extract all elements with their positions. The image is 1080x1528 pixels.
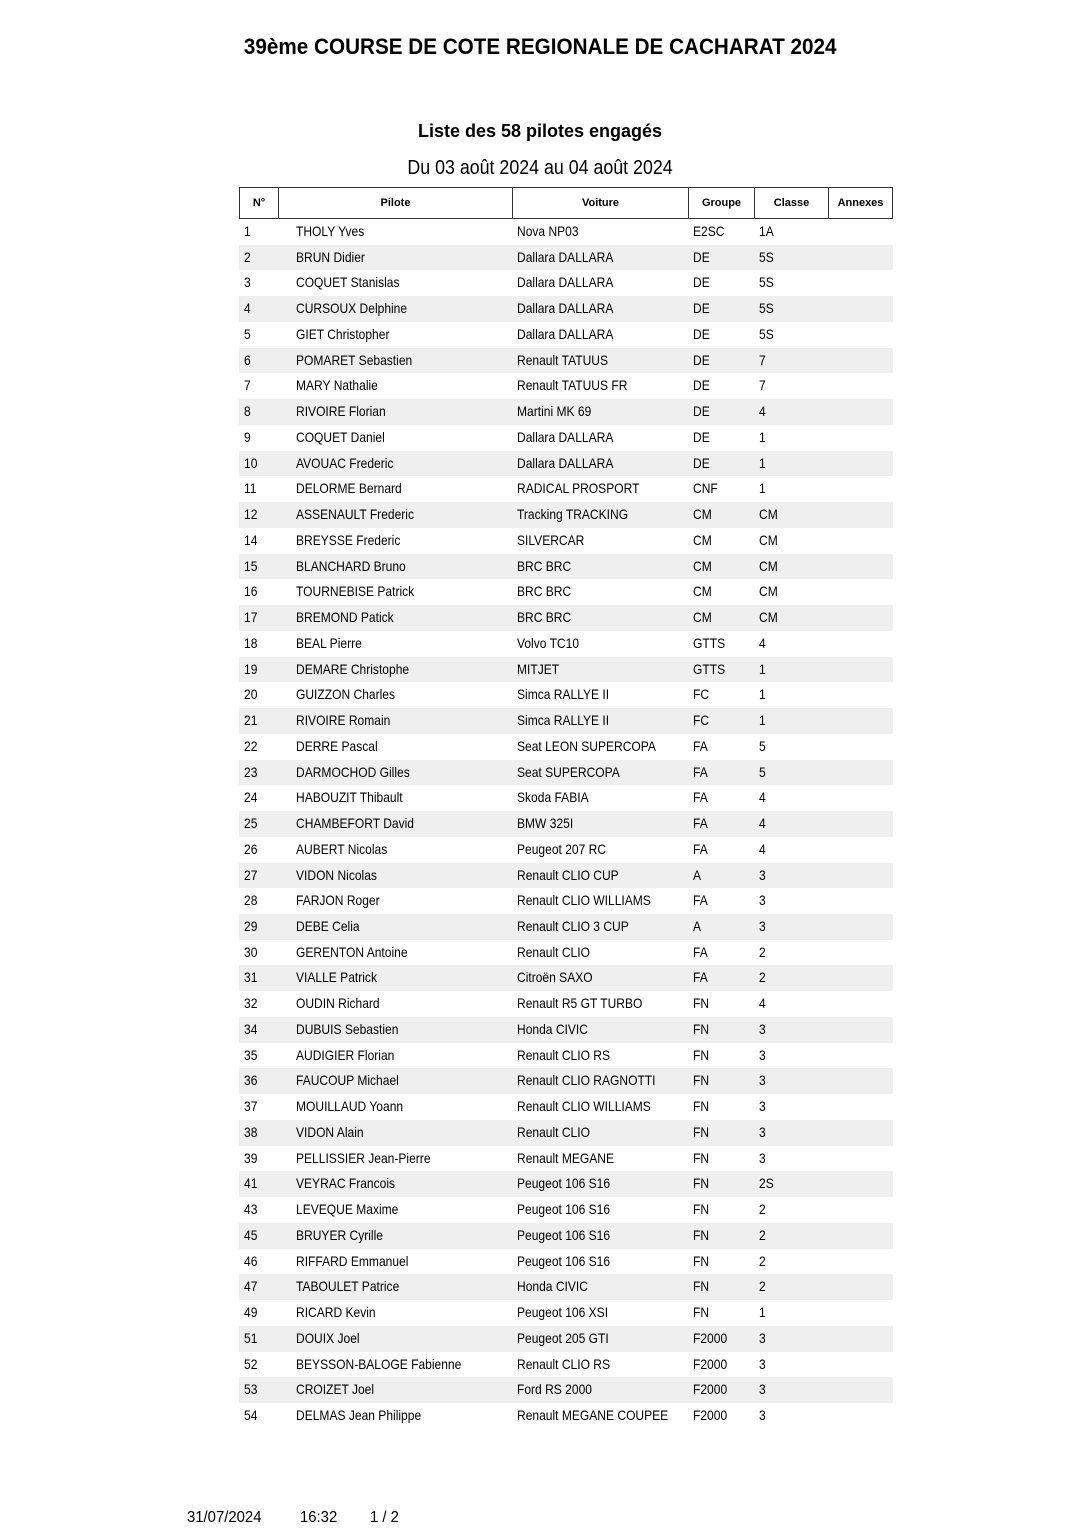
cell-pilote: TABOULET Patrice (296, 1278, 400, 1295)
cell-num: 47 (244, 1278, 258, 1295)
cell-classe: 2 (759, 969, 766, 986)
cell-voiture: BRC BRC (517, 583, 572, 600)
cell-num: 49 (244, 1304, 258, 1321)
cell-pilote: DELORME Bernard (296, 480, 402, 497)
cell-voiture: Simca RALLYE II (517, 712, 610, 729)
cell-voiture: Peugeot 106 XSI (517, 1304, 609, 1321)
table-body (239, 219, 893, 1430)
cell-groupe: FC (693, 712, 710, 729)
cell-num: 1 (244, 223, 251, 239)
cell-pilote: DELMAS Jean Philippe (296, 1407, 422, 1424)
table-row (239, 1094, 893, 1120)
cell-pilote: BREYSSE Frederic (296, 531, 401, 548)
header-cell-num: N° (240, 188, 279, 218)
cell-num: 25 (244, 815, 258, 832)
cell-groupe: FN (693, 1201, 710, 1218)
cell-groupe: FN (693, 1252, 710, 1269)
table-row (239, 1120, 893, 1146)
cell-voiture: Renault CLIO 3 CUP (517, 917, 629, 934)
cell-classe: 2 (759, 1201, 766, 1218)
cell-groupe: FA (693, 815, 708, 832)
cell-voiture: Nova NP03 (517, 223, 579, 239)
table-row (239, 451, 893, 477)
cell-voiture: Seat LEON SUPERCOPA (517, 737, 656, 754)
cell-pilote: DEBE Celia (296, 917, 360, 934)
cell-num: 31 (244, 969, 258, 986)
cell-groupe: DE (693, 351, 710, 368)
cell-classe: 3 (759, 892, 766, 909)
cell-pilote: GUIZZON Charles (296, 686, 396, 703)
cell-classe: CM (759, 506, 778, 523)
cell-classe: 3 (759, 866, 766, 883)
cell-groupe: FN (693, 1175, 710, 1192)
table-row (239, 708, 893, 734)
cell-voiture: Renault TATUUS (517, 351, 609, 368)
cell-num: 7 (244, 377, 251, 394)
cell-pilote: CROIZET Joel (296, 1381, 375, 1398)
cell-num: 54 (244, 1407, 258, 1424)
cell-pilote: MOUILLAUD Yoann (296, 1098, 404, 1115)
cell-num: 21 (244, 712, 258, 729)
cell-classe: 5S (759, 300, 774, 317)
cell-pilote: DEMARE Christophe (296, 660, 410, 677)
list-subtitle (0, 119, 1080, 143)
table-row (239, 1043, 893, 1069)
cell-classe: 3 (759, 1046, 766, 1063)
cell-voiture: Citroën SAXO (517, 969, 593, 986)
table-header (239, 187, 893, 219)
cell-num: 29 (244, 917, 258, 934)
table-row (239, 245, 893, 271)
cell-groupe: FN (693, 1098, 710, 1115)
cell-voiture: Dallara DALLARA (517, 454, 614, 471)
cell-pilote: BLANCHARD Bruno (296, 557, 406, 574)
cell-groupe: FN (693, 1304, 710, 1321)
cell-pilote: PELLISSIER Jean-Pierre (296, 1149, 431, 1166)
cell-num: 19 (244, 660, 258, 677)
cell-groupe: CM (693, 583, 712, 600)
cell-pilote: VEYRAC Francois (296, 1175, 396, 1192)
cell-voiture: Peugeot 205 GTI (517, 1329, 609, 1346)
cell-classe: 4 (759, 789, 766, 806)
cell-pilote: VIDON Alain (296, 1123, 364, 1140)
table-row (239, 657, 893, 683)
cell-num: 32 (244, 995, 258, 1012)
table-row (239, 1300, 893, 1326)
cell-groupe: F2000 (693, 1407, 728, 1424)
cell-classe: 7 (759, 377, 766, 394)
cell-voiture: Renault CLIO RS (517, 1355, 611, 1372)
cell-groupe: FN (693, 1072, 710, 1089)
cell-classe: 4 (759, 995, 766, 1012)
cell-classe: 5S (759, 248, 774, 265)
cell-classe: 3 (759, 1149, 766, 1166)
table-row (239, 760, 893, 786)
cell-classe: 1 (759, 428, 766, 445)
cell-classe: 2 (759, 1252, 766, 1269)
cell-pilote: BRUYER Cyrille (296, 1226, 383, 1243)
cell-num: 2 (244, 248, 251, 265)
cell-num: 46 (244, 1252, 258, 1269)
table-row (239, 219, 893, 245)
cell-voiture: Renault CLIO RAGNOTTI (517, 1072, 656, 1089)
cell-num: 11 (244, 480, 257, 497)
cell-pilote: GERENTON Antoine (296, 943, 408, 960)
table-row (239, 631, 893, 657)
cell-pilote: AUBERT Nicolas (296, 840, 388, 857)
cell-num: 10 (244, 454, 258, 471)
cell-voiture: Renault MEGANE (517, 1149, 615, 1166)
header-cell-voiture: Voiture (513, 188, 689, 218)
cell-num: 8 (244, 403, 251, 420)
cell-classe: 1 (759, 454, 766, 471)
cell-groupe: F2000 (693, 1355, 728, 1372)
cell-classe: 1 (759, 712, 766, 729)
cell-pilote: THOLY Yves (296, 223, 365, 239)
cell-pilote: VIDON Nicolas (296, 866, 377, 883)
cell-voiture: MITJET (517, 660, 560, 677)
cell-classe: 4 (759, 815, 766, 832)
page-number: 1 / 2 (370, 1509, 399, 1526)
cell-classe: 5S (759, 274, 774, 291)
cell-pilote: BEAL Pierre (296, 634, 362, 651)
cell-classe: 1 (759, 686, 766, 703)
cell-groupe: FN (693, 1046, 710, 1063)
cell-voiture: SILVERCAR (517, 531, 585, 548)
table-row (239, 554, 893, 580)
table-row (239, 1249, 893, 1275)
cell-pilote: FAUCOUP Michael (296, 1072, 399, 1089)
cell-num: 17 (244, 609, 258, 626)
table-row (239, 373, 893, 399)
cell-num: 38 (244, 1123, 258, 1140)
cell-classe: 4 (759, 634, 766, 651)
cell-voiture: Dallara DALLARA (517, 274, 614, 291)
cell-num: 34 (244, 1020, 258, 1037)
cell-groupe: A (693, 917, 702, 934)
table-row (239, 734, 893, 760)
cell-groupe: DE (693, 377, 710, 394)
cell-classe: 2S (759, 1175, 774, 1192)
cell-voiture: Ford RS 2000 (517, 1381, 592, 1398)
cell-groupe: DE (693, 403, 710, 420)
cell-groupe: CM (693, 609, 712, 626)
cell-voiture: Volvo TC10 (517, 634, 580, 651)
cell-groupe: CNF (693, 480, 718, 497)
cell-classe: 1A (759, 223, 774, 239)
cell-groupe: FA (693, 737, 708, 754)
cell-voiture: Renault R5 GT TURBO (517, 995, 643, 1012)
table-row (239, 476, 893, 502)
cell-pilote: CURSOUX Delphine (296, 300, 408, 317)
table-row (239, 1274, 893, 1300)
table-row (239, 863, 893, 889)
cell-num: 26 (244, 840, 258, 857)
cell-groupe: FA (693, 943, 708, 960)
cell-num: 6 (244, 351, 251, 368)
table-row (239, 785, 893, 811)
table-row (239, 1017, 893, 1043)
cell-voiture: Dallara DALLARA (517, 428, 614, 445)
cell-groupe: F2000 (693, 1329, 728, 1346)
table-row (239, 1352, 893, 1378)
cell-classe: 5 (759, 737, 766, 754)
cell-pilote: BREMOND Patick (296, 609, 394, 626)
cell-groupe: FN (693, 1123, 710, 1140)
cell-num: 24 (244, 789, 258, 806)
cell-voiture: Peugeot 106 S16 (517, 1201, 611, 1218)
cell-num: 22 (244, 737, 258, 754)
cell-num: 51 (244, 1329, 258, 1346)
header-cell-annexes: Annexes (837, 197, 884, 209)
table-row (239, 940, 893, 966)
table-row (239, 888, 893, 914)
cell-num: 16 (244, 583, 258, 600)
cell-groupe: FN (693, 1278, 710, 1295)
cell-groupe: FN (693, 1226, 710, 1243)
cell-pilote: BRUN Didier (296, 248, 365, 265)
cell-classe: 3 (759, 1355, 766, 1372)
event-dates-text: Du 03 août 2024 au 04 août 2024 (407, 157, 673, 179)
cell-pilote: RIVOIRE Florian (296, 403, 386, 420)
cell-num: 53 (244, 1381, 258, 1398)
table-row (239, 502, 893, 528)
cell-voiture: Martini MK 69 (517, 403, 592, 420)
table-row (239, 322, 893, 348)
cell-groupe: DE (693, 274, 710, 291)
cell-classe: CM (759, 583, 778, 600)
cell-groupe: GTTS (693, 660, 726, 677)
cell-classe: 5S (759, 325, 774, 342)
cell-voiture: Renault MEGANE COUPEE (517, 1407, 669, 1424)
cell-pilote: DOUIX Joel (296, 1329, 360, 1346)
cell-classe: CM (759, 531, 778, 548)
cell-num: 9 (244, 428, 251, 445)
cell-pilote: VIALLE Patrick (296, 969, 377, 986)
cell-voiture: Peugeot 106 S16 (517, 1252, 611, 1269)
document-title (0, 33, 1080, 61)
list-subtitle-text: Liste des 58 pilotes engagés (417, 121, 663, 141)
table-row (239, 579, 893, 605)
cell-groupe: DE (693, 248, 710, 265)
table-row (239, 1068, 893, 1094)
cell-num: 20 (244, 686, 258, 703)
cell-voiture: Peugeot 106 S16 (517, 1175, 611, 1192)
table-row (239, 965, 893, 991)
cell-pilote: BEYSSON-BALOGE Fabienne (296, 1355, 462, 1372)
cell-num: 5 (244, 325, 251, 342)
cell-num: 23 (244, 763, 258, 780)
cell-num: 4 (244, 300, 251, 317)
cell-groupe: FA (693, 969, 708, 986)
cell-voiture: Honda CIVIC (517, 1020, 588, 1037)
cell-pilote: DUBUIS Sebastien (296, 1020, 399, 1037)
cell-num: 45 (244, 1226, 258, 1243)
table-row (239, 1223, 893, 1249)
cell-num: 27 (244, 866, 258, 883)
cell-pilote: HABOUZIT Thibault (296, 789, 403, 806)
event-dates (0, 155, 1080, 181)
cell-voiture: Renault CLIO (517, 1123, 590, 1140)
cell-voiture: BRC BRC (517, 609, 572, 626)
cell-groupe: FA (693, 763, 708, 780)
cell-voiture: Tracking TRACKING (517, 506, 629, 523)
cell-groupe: A (693, 866, 702, 883)
table-row (239, 991, 893, 1017)
cell-voiture: Peugeot 207 RC (517, 840, 607, 857)
cell-classe: 3 (759, 1020, 766, 1037)
table-row (239, 682, 893, 708)
table-row (239, 528, 893, 554)
cell-pilote: COQUET Daniel (296, 428, 385, 445)
footer-date: 31/07/2024 (187, 1509, 262, 1526)
cell-classe: 3 (759, 1123, 766, 1140)
cell-voiture: Peugeot 106 S16 (517, 1226, 611, 1243)
cell-voiture: RADICAL PROSPORT (517, 480, 640, 497)
cell-groupe: CM (693, 506, 712, 523)
cell-groupe: FN (693, 1020, 710, 1037)
cell-num: 43 (244, 1201, 258, 1218)
cell-voiture: Renault CLIO WILLIAMS (517, 1098, 651, 1115)
cell-pilote: COQUET Stanislas (296, 274, 400, 291)
cell-voiture: Dallara DALLARA (517, 248, 614, 265)
table-row (239, 605, 893, 631)
cell-groupe: FN (693, 995, 710, 1012)
cell-pilote: AVOUAC Frederic (296, 454, 394, 471)
cell-classe: 2 (759, 1278, 766, 1295)
cell-groupe: FC (693, 686, 710, 703)
cell-voiture: Seat SUPERCOPA (517, 763, 620, 780)
table-row (239, 348, 893, 374)
cell-voiture: Skoda FABIA (517, 789, 589, 806)
table-row (239, 1403, 893, 1429)
cell-voiture: Simca RALLYE II (517, 686, 610, 703)
cell-classe: 4 (759, 840, 766, 857)
table-row (239, 1377, 893, 1403)
cell-voiture: Dallara DALLARA (517, 300, 614, 317)
cell-voiture: Renault CLIO RS (517, 1046, 611, 1063)
cell-groupe: FA (693, 892, 708, 909)
cell-groupe: DE (693, 325, 710, 342)
cell-classe: 3 (759, 1381, 766, 1398)
cell-classe: 7 (759, 351, 766, 368)
cell-voiture: Renault CLIO CUP (517, 866, 619, 883)
cell-num: 15 (244, 557, 258, 574)
cell-groupe: DE (693, 300, 710, 317)
footer-time: 16:32 (300, 1509, 338, 1526)
cell-num: 28 (244, 892, 258, 909)
cell-pilote: MARY Nathalie (296, 377, 378, 394)
table-row (239, 914, 893, 940)
document-title-text: 39ème COURSE DE COTE REGIONALE DE CACHARAT 2024 (243, 34, 837, 59)
cell-num: 39 (244, 1149, 258, 1166)
cell-num: 18 (244, 634, 258, 651)
cell-groupe: DE (693, 454, 710, 471)
table-row (239, 1171, 893, 1197)
cell-classe: 3 (759, 1407, 766, 1424)
cell-pilote: ASSENAULT Frederic (296, 506, 414, 523)
cell-classe: 1 (759, 1304, 766, 1321)
cell-num: 14 (244, 531, 258, 548)
cell-classe: 3 (759, 1098, 766, 1115)
cell-groupe: CM (693, 531, 712, 548)
cell-classe: 1 (759, 480, 766, 497)
cell-pilote: RIVOIRE Romain (296, 712, 391, 729)
cell-num: 30 (244, 943, 258, 960)
cell-pilote: RICARD Kevin (296, 1304, 376, 1321)
table-row (239, 837, 893, 863)
header-cell-classe: Classe (755, 188, 829, 218)
header-cell-groupe: Groupe (689, 188, 755, 218)
cell-pilote: RIFFARD Emmanuel (296, 1252, 409, 1269)
cell-groupe: CM (693, 557, 712, 574)
table-row (239, 1146, 893, 1172)
cell-classe: 3 (759, 1329, 766, 1346)
cell-classe: 2 (759, 1226, 766, 1243)
cell-classe: 3 (759, 1072, 766, 1089)
cell-num: 36 (244, 1072, 258, 1089)
cell-groupe: E2SC (693, 223, 725, 239)
cell-classe: 5 (759, 763, 766, 780)
table-row (239, 425, 893, 451)
cell-num: 12 (244, 506, 258, 523)
cell-classe: CM (759, 609, 778, 626)
cell-classe: 2 (759, 943, 766, 960)
cell-groupe: FA (693, 789, 708, 806)
table-row (239, 1197, 893, 1223)
cell-pilote: LEVEQUE Maxime (296, 1201, 399, 1218)
cell-classe: 1 (759, 660, 766, 677)
cell-voiture: Renault TATUUS FR (517, 377, 628, 394)
cell-pilote: POMARET Sebastien (296, 351, 413, 368)
cell-voiture: Honda CIVIC (517, 1278, 588, 1295)
cell-num: 35 (244, 1046, 258, 1063)
cell-groupe: FN (693, 1149, 710, 1166)
cell-pilote: TOURNEBISE Patrick (296, 583, 415, 600)
cell-pilote: AUDIGIER Florian (296, 1046, 395, 1063)
cell-num: 37 (244, 1098, 258, 1115)
table-row (239, 1326, 893, 1352)
table-row (239, 399, 893, 425)
cell-pilote: CHAMBEFORT David (296, 815, 414, 832)
cell-groupe: GTTS (693, 634, 726, 651)
cell-groupe: DE (693, 428, 710, 445)
cell-pilote: FARJON Roger (296, 892, 380, 909)
cell-voiture: BMW 325I (517, 815, 574, 832)
cell-pilote: GIET Christopher (296, 325, 390, 342)
cell-voiture: BRC BRC (517, 557, 572, 574)
table-row (239, 811, 893, 837)
cell-groupe: FA (693, 840, 708, 857)
cell-num: 3 (244, 274, 251, 291)
cell-voiture: Renault CLIO WILLIAMS (517, 892, 651, 909)
cell-pilote: DARMOCHOD Gilles (296, 763, 410, 780)
cell-pilote: OUDIN Richard (296, 995, 380, 1012)
table-row (239, 296, 893, 322)
cell-groupe: F2000 (693, 1381, 728, 1398)
cell-pilote: DERRE Pascal (296, 737, 378, 754)
cell-voiture: Renault CLIO (517, 943, 590, 960)
cell-classe: 3 (759, 917, 766, 934)
table-row (239, 270, 893, 296)
cell-num: 52 (244, 1355, 258, 1372)
header-cell-pilote: Pilote (279, 188, 513, 218)
cell-classe: 4 (759, 403, 766, 420)
cell-voiture: Dallara DALLARA (517, 325, 614, 342)
cell-num: 41 (244, 1175, 258, 1192)
cell-classe: CM (759, 557, 778, 574)
